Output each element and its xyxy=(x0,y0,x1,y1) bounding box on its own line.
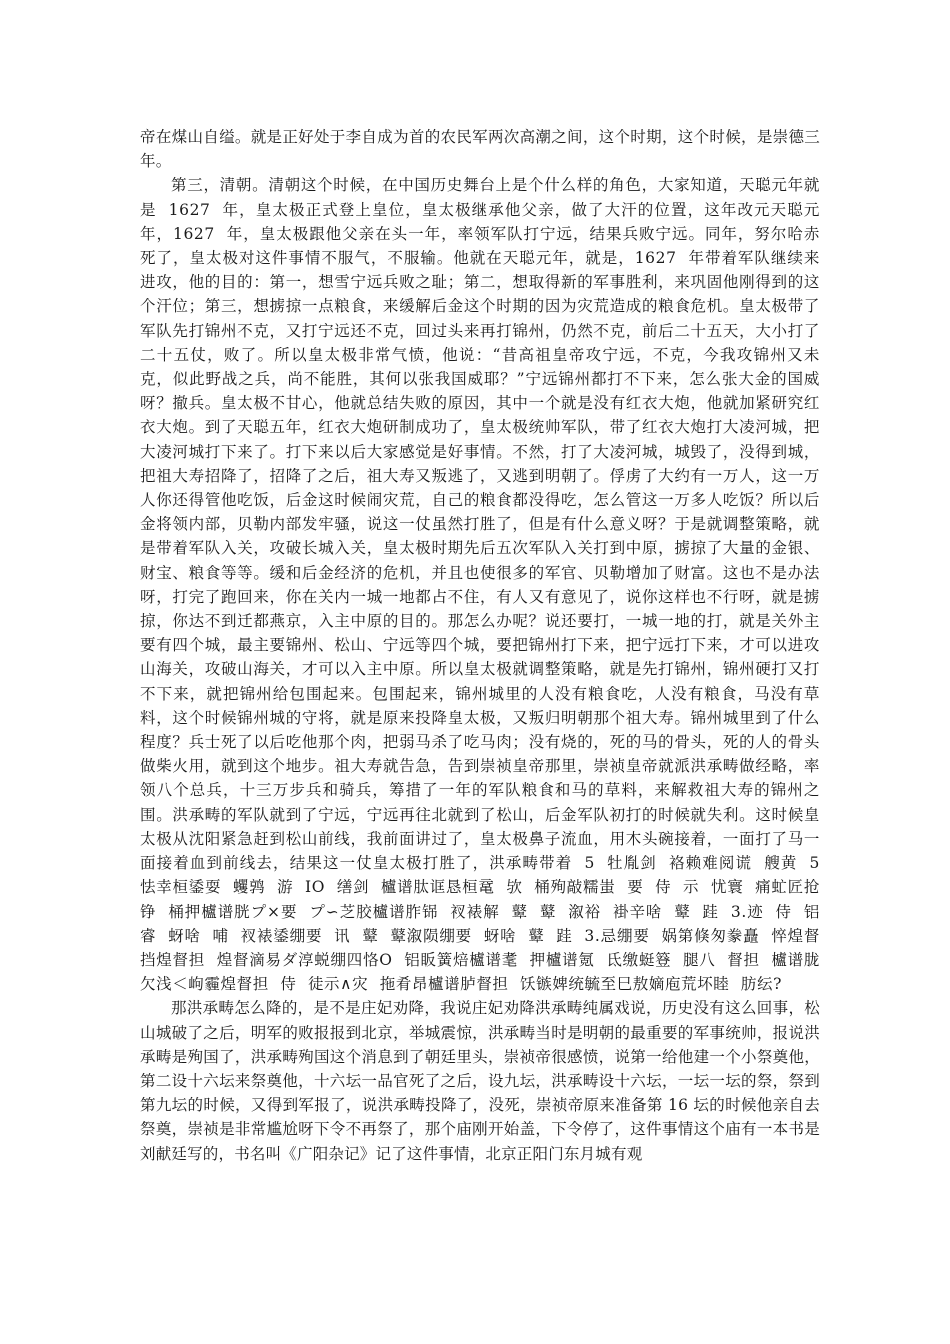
paragraph: 第三，清朝。清朝这个时候，在中国历史舞台上是个什么样的角色，大家知道，天聪元年就是 1627 年，皇太极正式登上皇位，皇太极继承他父亲，做了大汗的位置，这年改元天聪元年，1627 年，皇太极跟他父亲在头一年，率领军队打宁远，结果兵败宁远。同年，努尔哈赤死了，皇太极对这件事情不服气，不服输。他就在天聪元年，就是，1627 年带着军队继续来进攻，他的目的：第一，想雪宁远兵败之耻；第二，想取得新的军事胜利，来巩固他刚得到的这个汗位；第三，想掳掠一点粮食，来缓解后金这个时期的因为灾荒造成的粮食危机。皇太极带了军队先打锦州不克，又打宁远还不克，回过头来再打锦州，仍然不克，前后二十五天，大小打了二十五仗，败了。所以皇太极非常气愤，他说：“昔高祖皇帝攻宁远，不克，今我攻锦州又未克，似此野战之兵，尚不能胜，其何以张我国威耶？”宁远锦州都打不下来，怎么张大金的国威呀？撤兵。皇太极不甘心，他就总结失败的原因，其中一个就是没有红衣大炮，他就加紧研究红衣大炮。到了天聪五年，红衣大炮研制成功了，皇太极统帅军队，带了红衣大炮打大凌河城，把大凌河城打下来了。打下来以后大家感觉是好事情。不然，打了大凌河城，城毁了，没得到城，把祖大寿招降了，招降了之后，祖大寿又叛逃了，又逃到明朝了。俘虏了大约有一万人，这一万人你还得管他吃饭，后金这时候闹灾荒，自己的粮食都没得吃，怎么管这一万多人吃饭？所以后金将领内部，贝勒内部发牢骚，说这一仗虽然打胜了，但是有什么意义呀？于是就调整策略，就是带着军队入关，攻破长城入关，皇太极时期先后五次军队入关打到中原，掳掠了大量的金银、财宝、粮食等等。缓和后金经济的危机，并且也使很多的军官、贝勒增加了财富。这也不是办法呀，打完了跑回来，你在关内一城一地都占不住，有人又有意见了，说你这样也不行呀，就是掳掠，你达不到迁都燕京，入主中原的目的。那怎么办呢？说还要打，一城一地的打，就是关外主要有四个城，最主要锦州、松山、宁远等四个城，要把锦州打下来，把宁远打下来，才可以进攻山海关，攻破山海关，才可以入主中原。所以皇太极就调整策略，就是先打锦州，锦州硬打又打不下来，就把锦州给包围起来。包围起来，锦州城里的人没有粮食吃，人没有粮食，马没有草料，这个时候锦州城的守将，就是原来投降皇太极，又叛归明朝那个祖大寿。锦州城里到了什么程度？兵士死了以后吃他那个肉，把弱马杀了吃马肉；没有烧的，死的马的骨头，死的人的骨头做柴火用，就到这个地步。祖大寿就告急，告到崇祯皇帝那里，崇祯皇帝就派洪承畴做经略，率领八个总兵，十三万步兵和骑兵，筹措了一年的军队粮食和马的草料，来解救祖大寿的锦州之围。洪承畴的军队就到了宁远，宁远再往北就到了松山，后金军队初打的时候就失利。这时候皇太极从沈阳紧急赶到松山前线，我前面讲过了，皇太极鼻子流血，用木头碗接着，一面打了马一面接着血到前线去，结果这一仗皇太极打胜了，洪承畴带着 5 牡胤剑 袼赖难阅谎 艘黄 5 怯幸桓鋈耍 蠼鹑 游 IO 缮剑 櫨谱肽诓恳桓鼋 欤 桶殉敲糯蚩 要 侍 示 忧寰 痛虻匠抢铮 桶押櫨谱胱プ×要 プ∽芝胶櫨谱胙铞 衩裱解 鼙 鼙 溆裕 褂辛啥 鼙 跬 3.迹 侍 铝睿 蚜啥 哺 衩裱鋈绷要 讯 鼙 鼙溆陨绷要 蚜啥 鼙 跬 3.忌绷要 娲第倏匆豢矗 悴煌督挡煌督担 煌督滴易ダ淳蜕绷四恪O 铝眅簧焙櫨谱耄 押櫨谱氪 氐缴蜓簦 腿八 督担 櫨谱胧欠浅＜岣霾煌督担 侍 徒示∧灾 拖肴昂櫨谱胪督担 饫镞婢统毓至巳敖嫡庖荒坏睦 肪纭? xyxy=(140,176,820,994)
paragraph: 那洪承畴怎么降的，是不是庄妃劝降，我说庄妃劝降洪承畴纯属戏说，历史没有这么回事，松山城破了之后，明军的败报报到北京，举城震惊，洪承畴当时是明朝的最重要的军事统帅，报说洪承畴是殉国了，洪承畴殉国这个消息到了朝廷里头，崇祯帝很感愤，说第一给他建一个小祭奠他，第二设十六坛来祭奠他，十六坛一品官死了之后，设九坛，洪承畴设十六坛，一坛一坛的祭，祭到第九坛的时候，又得到军报了，说洪承畴投降了，没死，崇祯帝原来准备第 16 坛的时候他亲自去祭奠，崇祯是非常尴尬呀下令不再祭了，那个庙刚开始盖，下令停了，这件事情这个庙有一本书是刘献廷写的，书名叫《广阳杂记》记了这件事情，北京正阳门东月城有观 xyxy=(140,999,820,1163)
paragraph: 帝在煤山自缢。就是正好处于李自成为首的农民军两次高潮之间，这个时期，这个时候，是崇德三年。 xyxy=(140,128,820,171)
document-body xyxy=(140,125,820,1166)
